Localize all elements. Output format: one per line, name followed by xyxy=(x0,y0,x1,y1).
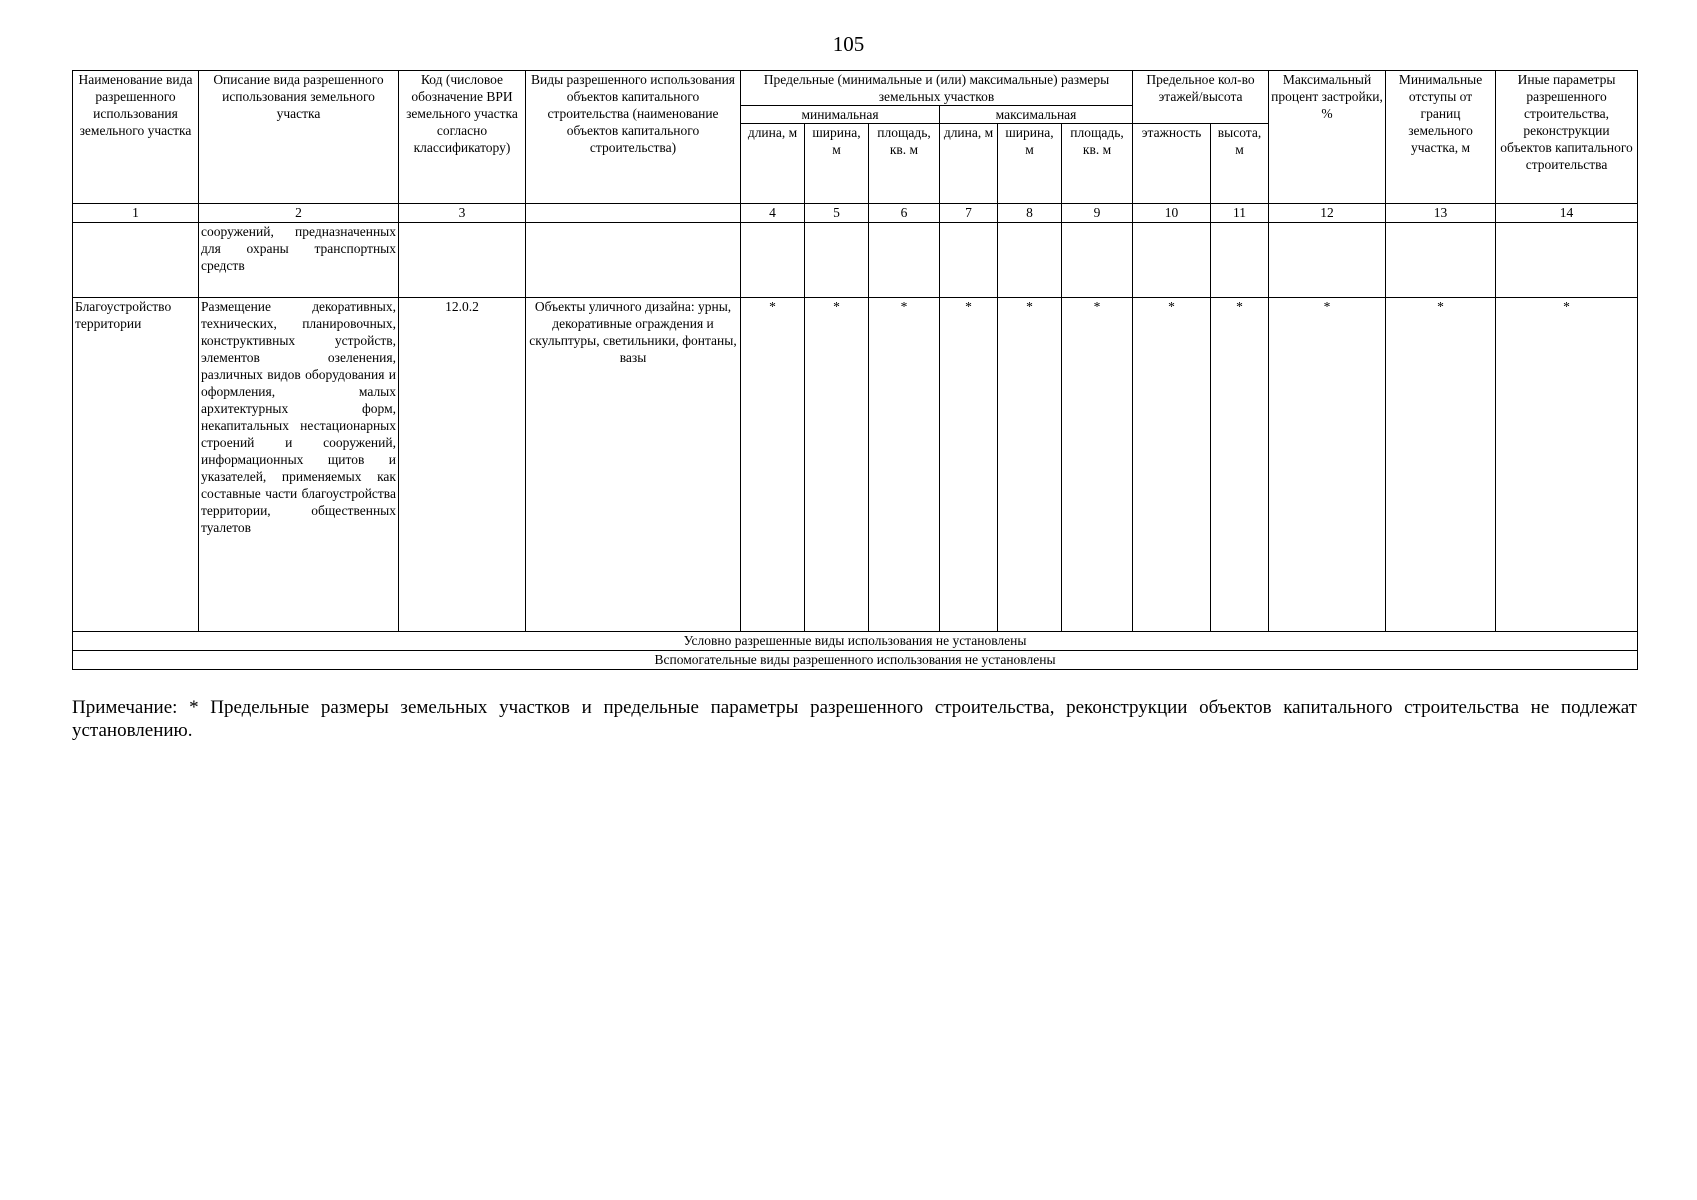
cell-min-setbacks: * xyxy=(1386,298,1496,632)
cell-vri-code xyxy=(399,223,526,298)
header-min-width: ширина, м xyxy=(805,124,869,204)
header-max-building-percent: Максимальный процент застройки, % xyxy=(1269,71,1386,204)
conditional-uses-row xyxy=(73,632,1638,651)
cell-max-area xyxy=(1062,223,1133,298)
column-number: 13 xyxy=(1386,204,1496,223)
column-number: 8 xyxy=(998,204,1062,223)
cell-floors: * xyxy=(1133,298,1211,632)
header-max-width: ширина, м xyxy=(998,124,1062,204)
cell-max-building-percent: * xyxy=(1269,298,1386,632)
auxiliary-uses-text: Вспомогательные виды разрешенного использования не установлены xyxy=(73,651,1638,670)
cell-floors xyxy=(1133,223,1211,298)
cell-min-length xyxy=(741,223,805,298)
cell-min-width xyxy=(805,223,869,298)
auxiliary-uses-row xyxy=(73,651,1638,670)
cell-min-length: * xyxy=(741,298,805,632)
header-vri-code: Код (числовое обозначение ВРИ земельного участка согласно классификатору) xyxy=(399,71,526,204)
cell-height xyxy=(1211,223,1269,298)
table-row xyxy=(73,298,1638,632)
cell-max-width xyxy=(998,223,1062,298)
column-number: 12 xyxy=(1269,204,1386,223)
column-number: 7 xyxy=(940,204,998,223)
header-maximum-group: максимальная xyxy=(940,106,1133,124)
header-use-description: Описание вида разрешенного использования земельного участка xyxy=(199,71,399,204)
column-number: 11 xyxy=(1211,204,1269,223)
header-other-parameters: Иные параметры разрешенного строительства, реконструкции объектов капитального строительства xyxy=(1496,71,1638,204)
cell-max-length xyxy=(940,223,998,298)
column-number: 14 xyxy=(1496,204,1638,223)
conditional-uses-text: Условно разрешенные виды использования не установлены xyxy=(73,632,1638,651)
column-number: 4 xyxy=(741,204,805,223)
cell-construction-kinds: Объекты уличного дизайна: урны, декоративные ограждения и скульптуры, светильники, фонтаны, вазы xyxy=(526,298,741,632)
header-min-length: длина, м xyxy=(741,124,805,204)
header-floors: этажность xyxy=(1133,124,1211,204)
column-number: 10 xyxy=(1133,204,1211,223)
column-number: 5 xyxy=(805,204,869,223)
header-min-area: площадь, кв. м xyxy=(869,124,940,204)
column-number: 1 xyxy=(73,204,199,223)
cell-max-length: * xyxy=(940,298,998,632)
cell-use-description: сооружений, предназначенных для охраны транспортных средств xyxy=(199,223,399,298)
header-construction-kinds: Виды разрешенного использования объектов капитального строительства (наименование объектов капитального строительства) xyxy=(526,71,741,204)
header-min-setbacks: Минимальные отступы от границ земельного участка, м xyxy=(1386,71,1496,204)
header-height: высота, м xyxy=(1211,124,1269,204)
cell-height: * xyxy=(1211,298,1269,632)
cell-max-width: * xyxy=(998,298,1062,632)
column-number: 6 xyxy=(869,204,940,223)
column-number xyxy=(526,204,741,223)
footnote: Примечание: * Предельные размеры земельных участков и предельные параметры разрешенного строительства, реконструкции объектов капитального строительства не подлежат установлению. xyxy=(72,697,1637,741)
cell-use-name xyxy=(73,223,199,298)
column-number: 9 xyxy=(1062,204,1133,223)
header-minimum-group: минимальная xyxy=(741,106,940,124)
cell-max-area: * xyxy=(1062,298,1133,632)
cell-min-area xyxy=(869,223,940,298)
cell-min-setbacks xyxy=(1386,223,1496,298)
cell-min-area: * xyxy=(869,298,940,632)
cell-use-name: Благоустройство территории xyxy=(73,298,199,632)
cell-other-parameters: * xyxy=(1496,298,1638,632)
header-floors-height-limits: Предельное кол-во этажей/высота xyxy=(1133,71,1269,124)
header-plot-size-limits: Предельные (минимальные и (или) максимальные) размеры земельных участков xyxy=(741,71,1133,106)
cell-min-width: * xyxy=(805,298,869,632)
cell-construction-kinds xyxy=(526,223,741,298)
header-max-length: длина, м xyxy=(940,124,998,204)
zoning-regulations-table xyxy=(72,70,1638,670)
cell-use-description: Размещение декоративных, технических, планировочных, конструктивных устройств, элементов озеленения, различных видов оборудования и оформления, малых архитектурных форм, некапитальных нестационарных строений и сооружений, информационных щитов и указателей, применяемых как составные части благоустройства территории, общественных туалетов xyxy=(199,298,399,632)
table-row xyxy=(73,223,1638,298)
page-number: 105 xyxy=(832,32,865,56)
header-max-area: площадь, кв. м xyxy=(1062,124,1133,204)
header-use-name: Наименование вида разрешенного использования земельного участка xyxy=(73,71,199,204)
cell-other-parameters xyxy=(1496,223,1638,298)
cell-vri-code: 12.0.2 xyxy=(399,298,526,632)
cell-max-building-percent xyxy=(1269,223,1386,298)
column-number: 2 xyxy=(199,204,399,223)
column-number: 3 xyxy=(399,204,526,223)
